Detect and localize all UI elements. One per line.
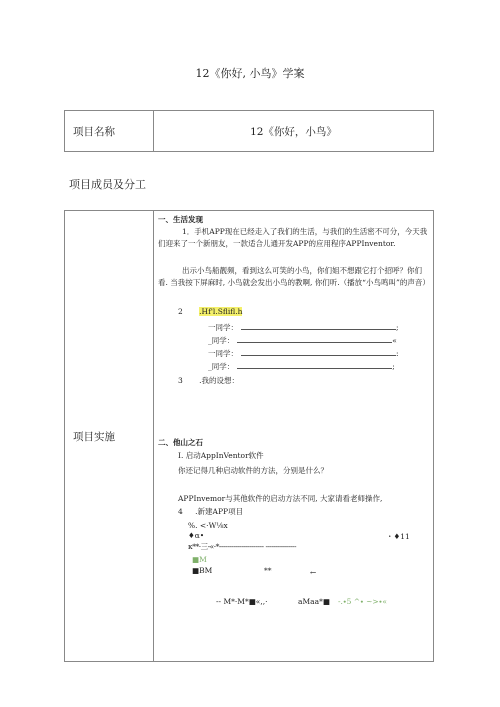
member-line-1 xyxy=(208,322,399,333)
member-line-2 xyxy=(208,335,397,346)
blank-line xyxy=(237,361,392,369)
document-title: 12《你好, 小鸟》学案 xyxy=(195,67,305,80)
item-3-number: 3 xyxy=(178,376,183,385)
blank-line xyxy=(237,335,392,343)
project-name-value: 12《你好，小鸟》 xyxy=(154,111,434,152)
member-end: : xyxy=(396,349,399,358)
project-name-label: 项目名称 xyxy=(65,111,154,152)
ocr-line-5a: ■BM xyxy=(192,566,213,575)
blank-line xyxy=(241,348,396,356)
ocr-line-1: %. <·W⅛x xyxy=(188,521,228,530)
member-label: 一同学： xyxy=(208,349,238,358)
item-2 xyxy=(178,307,242,316)
ocr-line-3: κ**·三-«·*---------------------- --------------- xyxy=(188,542,296,551)
item-4-number: 4 xyxy=(178,507,183,516)
member-line-3 xyxy=(208,348,399,359)
member-label: _同学： xyxy=(208,362,235,371)
section-title: 项目成员及分工 xyxy=(69,178,146,191)
launch-question: 你还记得几种启动软件的方法，分别是什么？ xyxy=(178,466,328,475)
project-name-table xyxy=(64,110,434,152)
ocr-line-6c: -.∙5 ^∙ ~>∙« xyxy=(338,597,387,606)
launch-step: I. 启动AppInVentor软件 xyxy=(178,451,264,460)
item-2-number: 2 xyxy=(178,307,183,316)
member-line-4 xyxy=(208,361,395,372)
member-label: _同学： xyxy=(208,336,235,345)
implementation-label: 项目实施 xyxy=(65,211,154,662)
item-3 xyxy=(178,375,239,386)
ocr-line-5c: ← xyxy=(310,568,317,577)
ocr-line-4: ■M xyxy=(192,555,207,564)
blank-line xyxy=(241,322,396,330)
member-label: 一同学： xyxy=(208,323,238,332)
ocr-line-6a: -- M*·M*■«,,· xyxy=(216,597,268,606)
ocr-line-6b: aMaa*■ xyxy=(298,597,330,606)
implementation-table xyxy=(64,210,434,662)
member-end: ; xyxy=(392,362,395,371)
ocr-line-2a: ♦α• xyxy=(188,531,205,540)
item-2-text xyxy=(199,307,242,316)
launch-note: APPInvemor与其他软件的启动方法不同, 大家请看老师操作, xyxy=(178,494,383,503)
item-4 xyxy=(178,506,243,517)
bird-video-paragraph: 出示小鸟船靓频，看到这么可笑的小鸟，你们姐不想跟它打个招呼？你们看. 当我按下屏麻时, 小鸟就会发出小鸟的教啊, 你们听.（播放“小鸟鸣叫”的声音） xyxy=(158,266,430,287)
member-end: ; xyxy=(396,323,399,332)
implementation-cell xyxy=(154,211,434,662)
ocr-line-5b: ** xyxy=(264,566,272,575)
intro-paragraph: 1．手机APP现在已经走入了我们的生活，与我们的生活密不可分，今天我们迎来了一个新朋友，一款适合儿通开发APP的应用程序APPInventor. xyxy=(158,227,428,248)
implementation-content xyxy=(154,211,433,661)
ocr-line-2b: ・♦11 xyxy=(386,532,410,541)
item-4-text: .新建APP项目 xyxy=(195,507,244,516)
item-2-text-content: .Hf'l.Sflifl.h xyxy=(199,307,243,316)
life-discovery-heading: 一、生活发现 xyxy=(158,215,203,224)
item-3-text: .我的设想： xyxy=(199,376,240,385)
member-end: « xyxy=(392,336,397,345)
others-heading: 二、他山之石 xyxy=(158,438,203,447)
